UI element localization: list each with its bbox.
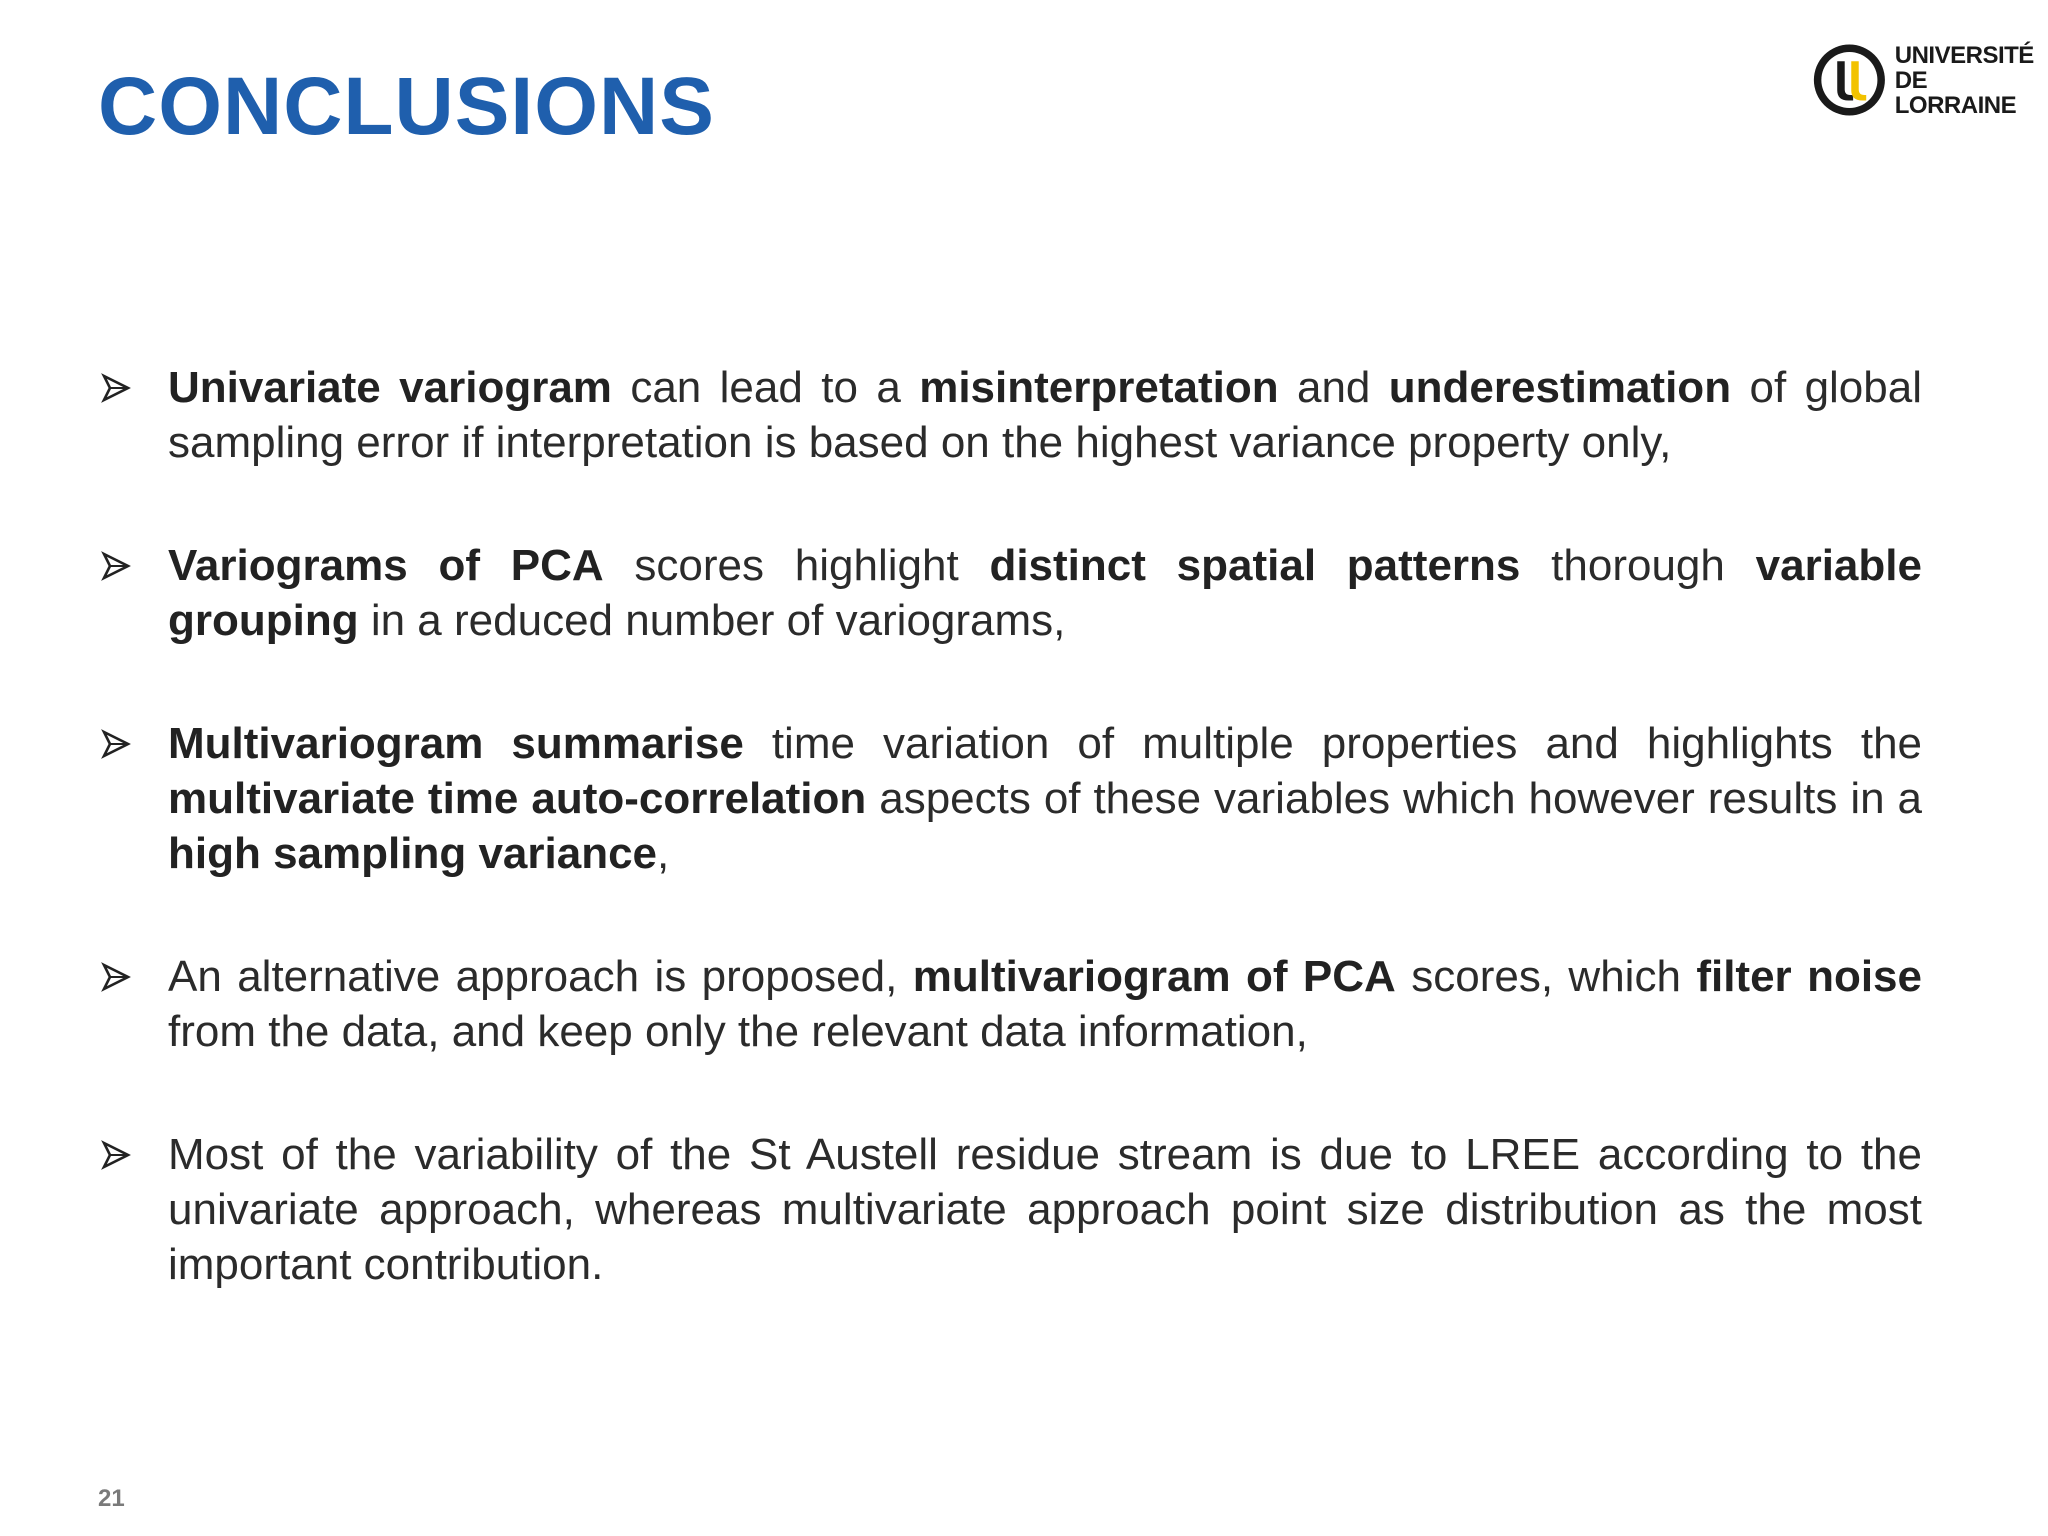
bullet-text <box>168 1127 1922 1292</box>
bold-term: misinterpretation <box>919 363 1279 412</box>
bullet-text <box>168 716 1922 881</box>
bullet-item <box>100 360 1922 470</box>
slide-title: CONCLUSIONS <box>98 61 715 152</box>
bullet-item <box>100 949 1922 1059</box>
bullet-text <box>168 949 1922 1059</box>
bold-term: underestimation <box>1388 363 1732 412</box>
bullet-item <box>100 1127 1922 1292</box>
arrow-bullet-icon <box>100 538 168 594</box>
text-run: scores highlight <box>603 541 990 590</box>
text-run: in a reduced number of variograms, <box>358 596 1066 645</box>
text-run: of global sampling error if interpretation is based on the highest variance property only, <box>168 363 1922 467</box>
bold-term: Univariate variogram <box>168 363 612 412</box>
bold-term: variable grouping <box>168 541 1922 645</box>
text-run: thorough <box>1520 541 1756 590</box>
logo-line-2: DE LORRAINE <box>1894 66 2017 119</box>
conclusions-list <box>100 360 1922 1292</box>
text-run: time variation of multiple properties and highlights the <box>743 719 1923 768</box>
arrow-bullet-icon <box>100 360 168 416</box>
text-run: An alternative approach is proposed, <box>168 952 913 1001</box>
bullet-text <box>168 538 1922 648</box>
text-run: scores, which <box>1395 952 1697 1001</box>
arrow-bullet-icon <box>100 1127 168 1183</box>
bold-term: distinct spatial patterns <box>989 541 1521 590</box>
bold-term: multivariogram of PCA <box>912 952 1396 1001</box>
text-run: from the data, and keep only the relevant data information, <box>168 1007 1308 1056</box>
bullet-item <box>100 538 1922 648</box>
university-logo <box>1812 40 2048 120</box>
text-run: Most of the variability of the St Austell residue stream is due to LREE according to the univariate approach, whereas multivariate approach point size distribution as the most important contribution. <box>168 1130 1922 1289</box>
arrow-bullet-icon <box>100 716 168 772</box>
page-number: 21 <box>98 1485 125 1512</box>
bullet-text <box>168 360 1922 470</box>
university-logo-icon <box>1812 41 1887 119</box>
bold-term: high sampling variance <box>168 829 658 878</box>
bold-term: filter noise <box>1696 952 1922 1001</box>
text-run: can lead to a <box>611 363 920 412</box>
text-run: and <box>1278 363 1389 412</box>
arrow-bullet-icon <box>100 949 168 1005</box>
logo-line-1: UNIVERSITÉ <box>1894 41 2034 69</box>
bold-term: Variograms of PCA <box>168 541 604 590</box>
bold-term: Multivariogram summarise <box>168 719 744 768</box>
bullet-item <box>100 716 1922 881</box>
logo-wordmark <box>1895 43 2048 118</box>
bold-term: multivariate time auto-correlation <box>168 774 867 823</box>
text-run: , <box>657 829 670 878</box>
text-run: aspects of these variables which however results in a <box>866 774 1922 823</box>
